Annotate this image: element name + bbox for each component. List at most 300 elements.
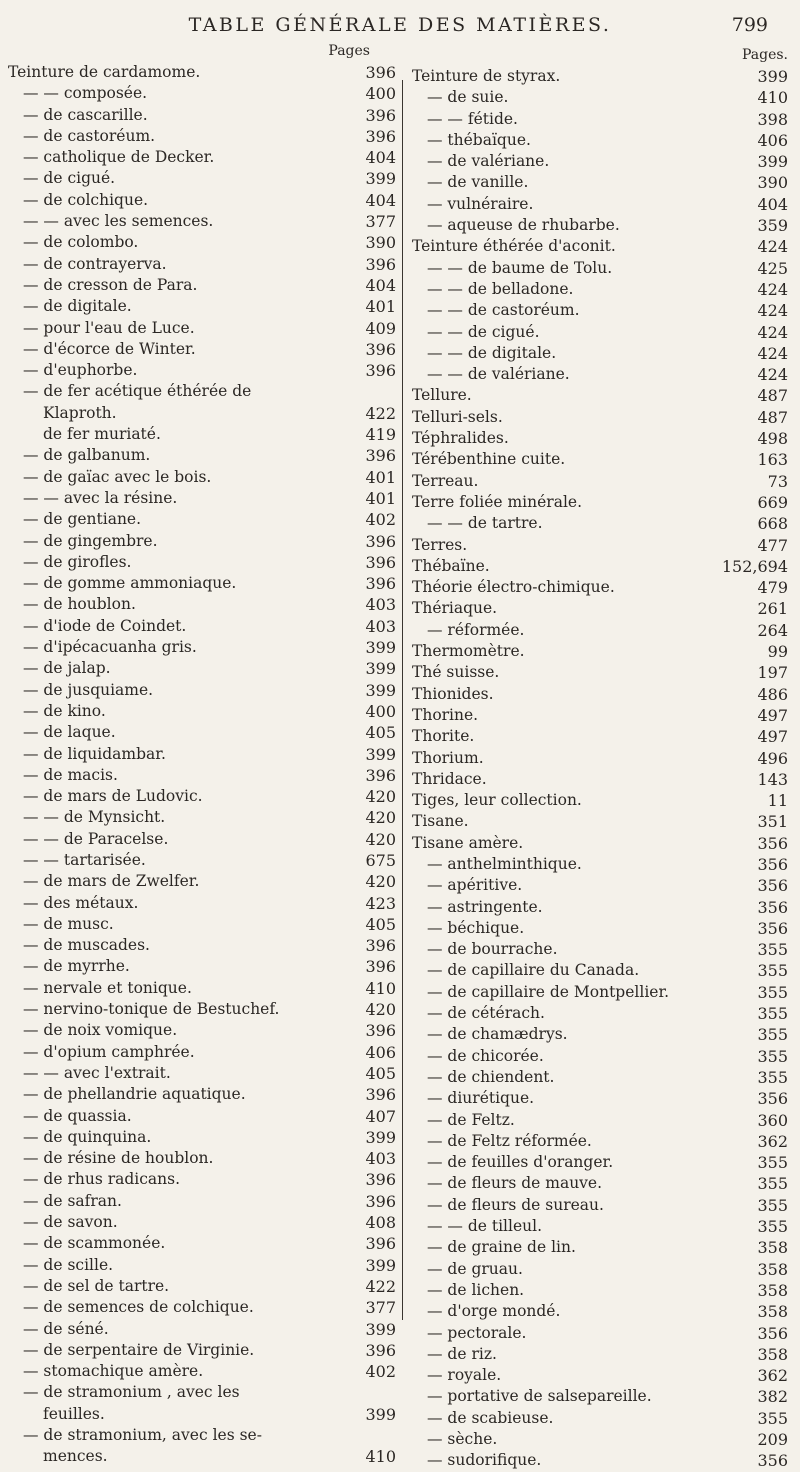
entry-page: 406: [365, 1042, 396, 1062]
index-entry: [412, 726, 796, 747]
index-entry: [8, 488, 400, 509]
entry-page: 396: [365, 63, 396, 82]
entry-page: 399: [365, 659, 396, 679]
index-entry: [8, 424, 400, 445]
index-entry: [412, 854, 796, 875]
index-entry: [8, 1446, 400, 1467]
index-entry: [8, 999, 400, 1020]
index-entry: [412, 1046, 796, 1067]
entry-text: Tiges, leur collection.: [412, 791, 582, 810]
entry-page: 396: [365, 1085, 396, 1105]
entry-text: — de capillaire du Canada.: [427, 961, 640, 980]
index-entry: [8, 509, 400, 530]
entry-page: 399: [365, 1404, 396, 1424]
index-entry: [8, 744, 400, 765]
entry-text: — de cresson de Para.: [23, 275, 198, 294]
entry-page: 497: [757, 705, 788, 725]
entry-text: — pectorale.: [427, 1323, 527, 1342]
entry-text: — de lichen.: [427, 1280, 525, 1299]
index-entry: [412, 705, 796, 726]
entry-page: 479: [757, 578, 788, 598]
index-entry: [8, 445, 400, 466]
entry-text: — de gingembre.: [23, 531, 158, 550]
index-entry: [8, 1063, 400, 1084]
entry-text: — de phellandrie aquatique.: [23, 1085, 246, 1104]
index-entry: [8, 573, 400, 594]
entry-text: — de colchique.: [23, 190, 149, 209]
entry-text: Thorite.: [412, 727, 475, 746]
index-entry: [412, 960, 796, 981]
entry-page: 355: [757, 1025, 788, 1045]
entry-text: feuilles.: [43, 1404, 105, 1423]
entry-page: 406: [757, 130, 788, 150]
entry-page: 143: [757, 769, 788, 789]
right-column: [412, 40, 796, 1472]
entry-text: — des métaux.: [23, 893, 139, 912]
entry-text: mences.: [43, 1447, 108, 1466]
index-entry: [8, 893, 400, 914]
index-entry: [412, 172, 796, 193]
entry-text: — d'orge mondé.: [427, 1302, 561, 1321]
index-entry: [412, 492, 796, 513]
index-entry: [8, 594, 400, 615]
entry-text: — stomachique amère.: [23, 1362, 204, 1381]
entry-text: — d'iode de Coindet.: [23, 616, 187, 635]
entry-page: 396: [365, 1191, 396, 1211]
entry-text: — — fétide.: [427, 109, 518, 128]
index-entry: [8, 914, 400, 935]
entry-page: 356: [757, 897, 788, 917]
index-entry: [412, 684, 796, 705]
index-entry: [8, 1340, 400, 1361]
pages-label-right: Pages.: [741, 47, 788, 63]
index-entry: [8, 403, 400, 424]
entry-page: 408: [365, 1213, 396, 1233]
left-column: [8, 40, 400, 1468]
index-entry: [412, 982, 796, 1003]
index-entry: [412, 1429, 796, 1450]
entry-page: 399: [365, 744, 396, 764]
index-entry: [412, 279, 796, 300]
entry-text: — — de Mynsicht.: [23, 808, 166, 827]
entry-page: 358: [757, 1280, 788, 1300]
index-entry: [412, 109, 796, 130]
pages-label-left: Pages: [328, 43, 370, 59]
index-entry: [412, 385, 796, 406]
index-entry: [412, 236, 796, 257]
entry-text: — de galbanum.: [23, 446, 151, 465]
entry-text: — — composée.: [23, 84, 148, 103]
entry-page: 396: [365, 1021, 396, 1041]
index-entry: [8, 531, 400, 552]
index-entry: [8, 1084, 400, 1105]
index-entry: [8, 1212, 400, 1233]
entry-text: — vulnéraire.: [427, 194, 534, 213]
entry-text: Tellure.: [412, 386, 472, 405]
entry-text: — de mars de Ludovic.: [23, 787, 203, 806]
entry-page: 73: [767, 471, 788, 491]
entry-page: 398: [757, 109, 788, 129]
entry-page: 410: [365, 978, 396, 998]
index-entry: [8, 381, 400, 402]
entry-page: 496: [757, 748, 788, 768]
entry-page: 362: [757, 1366, 788, 1386]
index-entry: [412, 428, 796, 449]
entry-text: — de noix vomique.: [23, 1021, 178, 1040]
index-entry: [412, 1195, 796, 1216]
index-entry: [412, 407, 796, 428]
index-entry: [8, 658, 400, 679]
entry-text: — de cétérach.: [427, 1004, 545, 1023]
entry-page: 404: [365, 275, 396, 295]
index-entry: [412, 1301, 796, 1322]
entry-text: — de cascarille.: [23, 105, 148, 124]
entry-text: — — de belladone.: [427, 279, 574, 298]
entry-page: 11: [767, 791, 788, 811]
entry-text: Thorine.: [412, 705, 479, 724]
entry-page: 152,694: [721, 556, 788, 576]
index-entry: [8, 807, 400, 828]
index-entry: [8, 829, 400, 850]
index-entry: [8, 1127, 400, 1148]
entry-page: 396: [365, 531, 396, 551]
index-entry: [412, 1237, 796, 1258]
entry-page: 399: [365, 169, 396, 189]
entry-page: 405: [365, 914, 396, 934]
index-entry: [8, 467, 400, 488]
page-number: 799: [731, 14, 768, 36]
entry-text: — — de digitale.: [427, 343, 557, 362]
entry-page: 356: [757, 1089, 788, 1109]
entry-text: — de suie.: [427, 88, 509, 107]
index-entry: [412, 449, 796, 470]
index-entry: [412, 641, 796, 662]
entry-text: Thridace.: [412, 769, 487, 788]
index-entry: [8, 62, 400, 83]
entry-page: 396: [365, 126, 396, 146]
entry-text: — de scille.: [23, 1255, 114, 1274]
entry-text: — de muscades.: [23, 936, 150, 955]
entry-page: 668: [757, 514, 788, 534]
index-entry: [8, 1319, 400, 1340]
entry-text: — — de castoréum.: [427, 301, 580, 320]
entry-page: 497: [757, 727, 788, 747]
entry-text: — de digitale.: [23, 297, 132, 316]
entry-page: 477: [757, 535, 788, 555]
index-entry: [412, 364, 796, 385]
entry-page: 400: [365, 701, 396, 721]
entry-page: 355: [757, 1067, 788, 1087]
entry-page: 422: [365, 403, 396, 423]
entry-page: 399: [365, 638, 396, 658]
entry-page: 360: [757, 1110, 788, 1130]
index-entry: [412, 1110, 796, 1131]
entry-page: 356: [757, 876, 788, 896]
entry-text: — de stramonium , avec les: [23, 1383, 240, 1402]
entry-page: 403: [365, 1149, 396, 1169]
entry-page: 356: [757, 918, 788, 938]
entry-page: 396: [365, 446, 396, 466]
entry-page: 359: [757, 216, 788, 236]
entry-page: 356: [757, 854, 788, 874]
entry-text: Thermomètre.: [412, 642, 525, 661]
entry-text: Tisane amère.: [412, 833, 524, 852]
entry-text: — de bourrache.: [427, 940, 558, 959]
entry-page: 399: [757, 67, 788, 86]
entry-page: 407: [365, 1106, 396, 1126]
entry-page: 358: [757, 1344, 788, 1364]
page-header: [0, 6, 800, 40]
entry-page: 209: [757, 1430, 788, 1449]
entry-page: 424: [757, 237, 788, 257]
index-entry: [8, 211, 400, 232]
index-entry: [8, 765, 400, 786]
index-entry: [412, 939, 796, 960]
entry-text: — de sel de tartre.: [23, 1276, 170, 1295]
index-entry: [8, 637, 400, 658]
entry-page: 362: [757, 1131, 788, 1151]
page-title: TABLE GÉNÉRALE DES MATIÈRES.: [188, 14, 612, 36]
entry-text: — de girofles.: [23, 552, 132, 571]
entry-page: 409: [365, 318, 396, 338]
entry-page: 401: [365, 467, 396, 487]
entry-text: — de jalap.: [23, 659, 111, 678]
index-entry: [412, 1088, 796, 1109]
entry-text: — de macis.: [23, 765, 118, 784]
entry-page: 404: [365, 190, 396, 210]
entry-text: Terre foliée minérale.: [412, 492, 583, 511]
entry-text: — d'ipécacuanha gris.: [23, 638, 197, 657]
entry-text: — de graine de lin.: [427, 1238, 576, 1257]
index-entry: [8, 83, 400, 104]
entry-page: 163: [757, 450, 788, 470]
entry-page: 419: [365, 425, 396, 445]
entry-page: 355: [757, 1408, 788, 1428]
index-entry: [412, 87, 796, 108]
entry-page: 498: [757, 429, 788, 449]
entry-text: — — de tartre.: [427, 514, 543, 533]
entry-text: — — avec la résine.: [23, 488, 178, 507]
column-divider: [402, 80, 403, 1320]
index-entry: [412, 1003, 796, 1024]
index-entry: [412, 1259, 796, 1280]
entry-page: 425: [757, 258, 788, 278]
entry-text: Théorie électro-chimique.: [412, 578, 615, 597]
index-entry: [412, 790, 796, 811]
entry-page: 99: [767, 642, 788, 662]
index-entry: [8, 1042, 400, 1063]
entry-page: 396: [365, 936, 396, 956]
entry-page: 355: [757, 1153, 788, 1173]
entry-page: 403: [365, 595, 396, 615]
entry-text: — de liquidambar.: [23, 744, 166, 763]
entry-page: 396: [365, 361, 396, 381]
index-entry: [412, 833, 796, 854]
index-entry: [412, 151, 796, 172]
entry-page: 355: [757, 1046, 788, 1066]
index-entry: [412, 1344, 796, 1365]
index-entry: [8, 978, 400, 999]
entry-text: — d'opium camphrée.: [23, 1042, 195, 1061]
entry-text: — de castoréum.: [23, 126, 156, 145]
entry-text: Thériaque.: [412, 599, 498, 618]
entry-text: — — avec les semences.: [23, 212, 214, 231]
entry-page: 424: [757, 343, 788, 363]
entry-page: 410: [365, 1447, 396, 1467]
index-entry: [8, 318, 400, 339]
index-entry: [412, 215, 796, 236]
entry-page: 355: [757, 982, 788, 1002]
entry-text: Teinture de cardamome.: [8, 63, 201, 81]
index-entry: [412, 875, 796, 896]
entry-text: — diurétique.: [427, 1089, 535, 1108]
entry-page: 404: [757, 194, 788, 214]
entry-page: 399: [365, 1127, 396, 1147]
entry-text: — sudorifique.: [427, 1451, 542, 1470]
entry-page: 405: [365, 723, 396, 743]
entry-text: — — tartarisée.: [23, 850, 146, 869]
index-entry: [8, 871, 400, 892]
index-entry: [8, 147, 400, 168]
entry-page: 396: [365, 552, 396, 572]
entry-text: Terres.: [412, 535, 468, 554]
entry-text: — de rhus radicans.: [23, 1170, 181, 1189]
entry-page: 423: [365, 893, 396, 913]
entry-text: — d'euphorbe.: [23, 361, 138, 380]
entry-page: 420: [365, 829, 396, 849]
entry-page: 261: [757, 599, 788, 619]
entry-page: 358: [757, 1259, 788, 1279]
entry-text: — portative de salsepareille.: [427, 1387, 652, 1406]
index-entry: [412, 194, 796, 215]
index-entry: [412, 1365, 796, 1386]
entry-text: — de séné.: [23, 1319, 109, 1338]
entry-text: — — de tilleul.: [427, 1217, 543, 1236]
index-entry: [412, 1408, 796, 1429]
entry-page: 424: [757, 279, 788, 299]
index-entry: [412, 343, 796, 364]
entry-page: 486: [757, 684, 788, 704]
index-entry: [8, 1382, 400, 1403]
index-entry: [8, 360, 400, 381]
entry-page: 487: [757, 407, 788, 427]
entry-page: 355: [757, 940, 788, 960]
entry-text: — de fleurs de mauve.: [427, 1174, 603, 1193]
index-entry: [412, 577, 796, 598]
index-entry: [8, 275, 400, 296]
index-entry: [8, 1276, 400, 1297]
entry-page: 420: [365, 808, 396, 828]
entry-page: 424: [757, 322, 788, 342]
entry-text: — nervino-tonique de Bestuchef.: [23, 1000, 280, 1019]
index-entry: [8, 296, 400, 317]
entry-text: Telluri-sels.: [412, 407, 503, 426]
index-entry: [8, 1404, 400, 1425]
index-entry: [8, 1020, 400, 1041]
index-entry: [8, 786, 400, 807]
entry-text: — — de Paracelse.: [23, 829, 169, 848]
entry-text: Téphralides.: [412, 429, 509, 448]
index-entry: [8, 701, 400, 722]
entry-text: — de scammonée.: [23, 1234, 166, 1253]
entry-text: — de résine de houblon.: [23, 1149, 214, 1168]
entry-text: — de stramonium, avec les se-: [23, 1426, 262, 1444]
entry-text: — sèche.: [427, 1430, 498, 1448]
entry-page: 399: [757, 152, 788, 172]
entry-page: 420: [365, 1000, 396, 1020]
entry-page: 424: [757, 365, 788, 385]
entry-page: 401: [365, 488, 396, 508]
entry-page: 358: [757, 1302, 788, 1322]
entry-page: 396: [365, 957, 396, 977]
index-entry: [8, 339, 400, 360]
entry-text: — royale.: [427, 1366, 502, 1385]
entry-text: — de semences de colchique.: [23, 1298, 254, 1317]
entry-page: 355: [757, 1195, 788, 1215]
index-entry: [8, 168, 400, 189]
entry-text: — de kino.: [23, 701, 106, 720]
entry-text: — de mars de Zwelfer.: [23, 872, 200, 891]
entry-page: 396: [365, 1170, 396, 1190]
entry-page: 401: [365, 297, 396, 317]
entry-text: — de safran.: [23, 1191, 122, 1210]
entry-text: Térébenthine cuite.: [412, 450, 566, 469]
entry-text: — de contrayerva.: [23, 254, 167, 273]
entry-text: — de chicorée.: [427, 1046, 544, 1065]
entry-page: 355: [757, 961, 788, 981]
entry-text: — de serpentaire de Virginie.: [23, 1340, 255, 1359]
index-entry: [8, 1106, 400, 1127]
index-entry: [8, 1255, 400, 1276]
entry-text: — aqueuse de rhubarbe.: [427, 216, 620, 235]
entry-text: de fer muriaté.: [43, 425, 161, 444]
index-entry: [412, 1152, 796, 1173]
index-entry: [412, 1131, 796, 1152]
entry-text: — de Feltz réformée.: [427, 1131, 592, 1150]
index-entry: [412, 662, 796, 683]
entry-page: 403: [365, 616, 396, 636]
entry-page: 669: [757, 492, 788, 512]
index-entry: [412, 513, 796, 534]
entry-page: 396: [365, 1234, 396, 1254]
index-entry: [8, 1233, 400, 1254]
index-entry: [412, 130, 796, 151]
index-entry: [412, 1323, 796, 1344]
index-entry: [412, 620, 796, 641]
entry-text: — de gomme ammoniaque.: [23, 574, 237, 593]
entry-text: — de feuilles d'oranger.: [427, 1153, 614, 1172]
index-entry: [412, 1173, 796, 1194]
index-entry: [412, 556, 796, 577]
index-entry: [8, 956, 400, 977]
index-entry: [412, 66, 796, 87]
entry-text: — nervale et tonique.: [23, 978, 192, 997]
entry-text: — de scabieuse.: [427, 1408, 554, 1427]
entry-page: 396: [365, 1340, 396, 1360]
entry-page: 390: [365, 233, 396, 253]
entry-text: Klaproth.: [43, 403, 117, 422]
entry-text: — de laque.: [23, 723, 116, 742]
index-entry: [412, 748, 796, 769]
entry-page: 355: [757, 1174, 788, 1194]
entry-text: Tisane.: [412, 812, 469, 831]
index-entry: [8, 616, 400, 637]
entry-text: — apéritive.: [427, 876, 523, 895]
entry-text: — de savon.: [23, 1213, 118, 1232]
entry-text: — de quassia.: [23, 1106, 132, 1125]
index-entry: [412, 300, 796, 321]
entry-page: 351: [757, 812, 788, 832]
